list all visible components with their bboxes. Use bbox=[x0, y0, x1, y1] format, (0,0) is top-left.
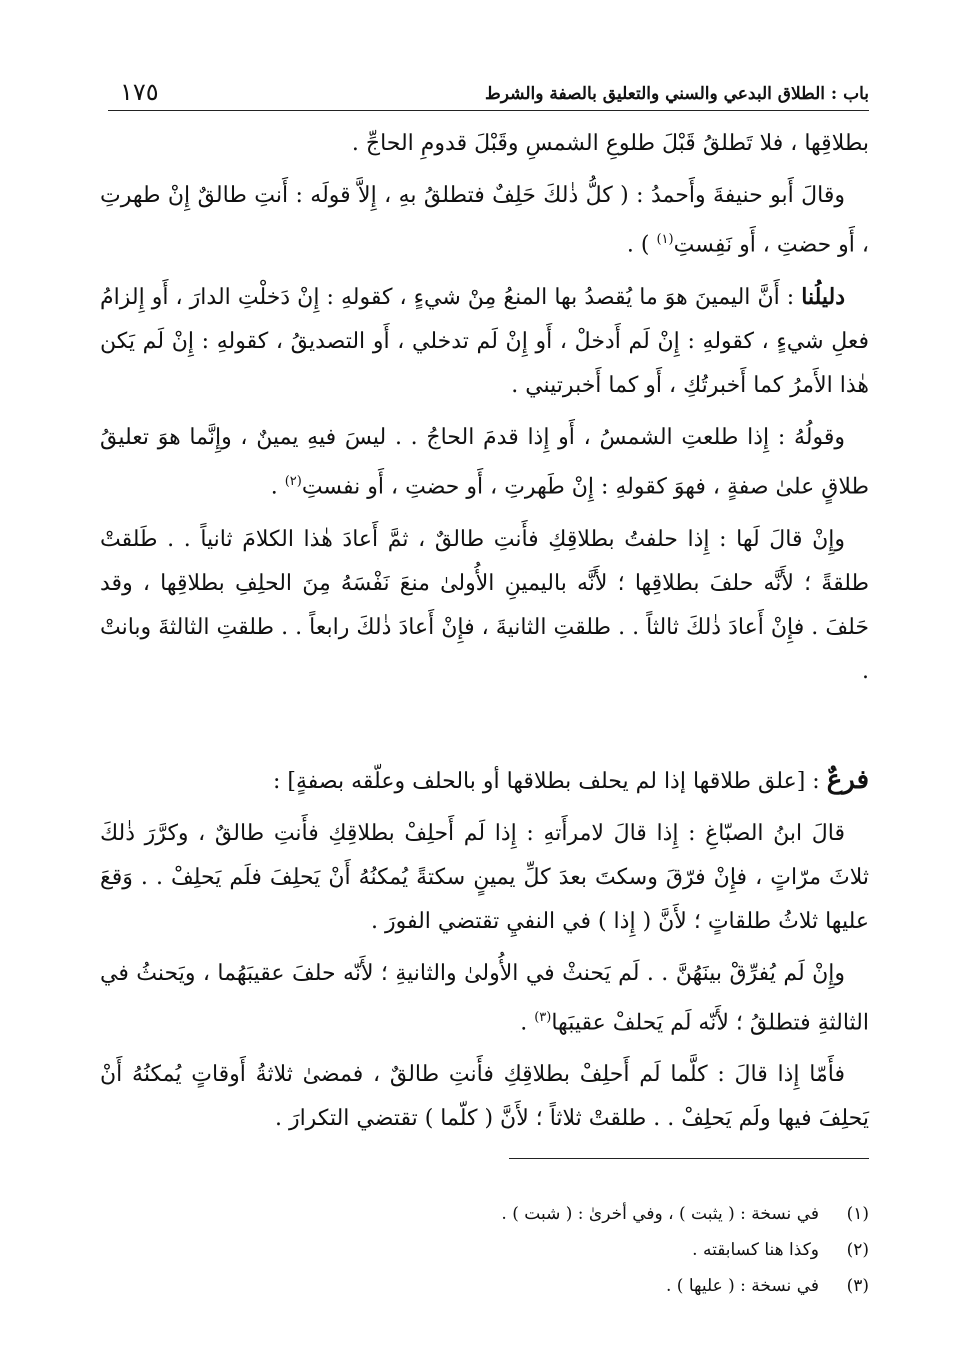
paragraph-1: بطلاقِها ، فلا تَطلقُ قَبْلَ طلوعِ الشمسِ وقَبْلَ قدومِ الحاجِّ . bbox=[351, 131, 869, 156]
evidence-label: دليلُنا bbox=[801, 284, 845, 311]
footnote-divider bbox=[509, 1158, 869, 1159]
running-title: باب : الطلاق البدعي والسني والتعليق بالصفة والشرط bbox=[485, 84, 869, 104]
footnote-ref-3[interactable]: (٣) bbox=[534, 1009, 552, 1025]
section-heading bbox=[100, 758, 869, 804]
footnote-ref-2[interactable]: (٢) bbox=[284, 474, 302, 490]
page-number: ١٧٥ bbox=[120, 78, 159, 106]
footnote-2: (٢) وكذا هنا كسابقته . bbox=[692, 1240, 869, 1260]
paragraph-2: وقالَ أَبو حنيفةَ وأَحمدُ : ( كلُّ ذٰلكَ حَلِفٌ فتطلقُ بهِ ، إِلاَّ قولَه : أَنتِ طالقٌ إِنْ طهرتِ ، أَو حضتِ ، أَو نَفِستِ$^{(١)}$ ) . bbox=[100, 183, 869, 258]
footnote-3: (٣) في نسخة : ( عليها ) . bbox=[665, 1276, 869, 1296]
main-text bbox=[100, 122, 869, 1149]
paragraph-4: وقولُهُ : إِذا طلعتِ الشمسُ ، أَو إِذا قدمَ الحاجُ . . ليسَ فيهِ يمينٌ ، وإِنَّما هوَ تعليقُ طلاقٍ علىٰ صفةٍ ، فهوَ كقولهِ : إِنْ طَهرتِ ، أَو حضتِ ، أَو نفستِ$^{(٢)}$ . bbox=[100, 425, 869, 500]
footnote-1: (١) في نسخة : ( يثبت ) ، وفي أخرىٰ : ( شبت ) . bbox=[501, 1204, 869, 1224]
far-label: فرعٌ bbox=[826, 764, 869, 795]
page-header bbox=[108, 70, 869, 111]
footnotes bbox=[100, 1196, 869, 1304]
paragraph-3: دليلُنا : أَنَّ اليمينَ هوَ ما يُقصدُ بها المنعُ مِنْ شيءٍ ، كقولهِ : إِنْ دَخلْتِ الدارَ ، أَو إِلزامُ فعلِ شيءٍ ، كقولهِ : إِنْ لَم أَدخلْ ، أَو إِنْ لَم تدخلي ، أَو التصديقُ ، كقولهِ : إِنْ لَم يَكن هٰذا الأَمرُ كما أَخبرتُكِ ، أَو كما أَخبرتيني . bbox=[100, 284, 869, 399]
paragraph-7: وإِنْ لَم يُفرِّقْ بينَهُنَّ . . لَم يَحنثْ في الأُولىٰ والثانيةِ ؛ لأَنّه حلفَ عقيبَهُما ، ويَحنثُ في الثالثةِ فتطلقُ ؛ لأَنّه لَم يَحلفْ عقيبَها$^{(٣)}$ . bbox=[100, 960, 869, 1035]
section-spacer bbox=[100, 702, 869, 758]
far-title: : [علق طلاقها إذا لم يحلف بطلاقها أو بالحلف وعلّقه بصفةٍ] : bbox=[273, 768, 827, 794]
paragraph-6: قالَ ابنُ الصبّاغِ : إِذا قالَ لامرأَتهِ : إِذا لَم أَحلِفْ بطلاقِكِ فأَنتِ طالقٌ ، وكرَّرَ ذٰلكَ ثلاثَ مرّاتٍ ، فإِنْ فرّقَ وسكتَ بعدَ كلِّ يمينٍ سكتةً يُمكنُهُ أَنْ يَحلِفَ فلَم يَحلِفْ . . وَقعَ عليها ثلاثُ طلقاتٍ ؛ لأَنَّ ( إِذا ) في النفيِ تقتضي الفورَ . bbox=[100, 820, 869, 934]
footnote-ref-1[interactable]: (١) bbox=[656, 232, 674, 247]
paragraph-5: وإِنْ قالَ لَها : إِذا حلفتُ بطلاقِكِ فأَنتِ طالقٌ ، ثمَّ أَعادَ هٰذا الكلامَ ثانياً . . طَلقتْ طلقةً ؛ لأَنَّه حلفَ بطلاقِها ؛ لأَنَّه باليمينِ الأُولىٰ منعَ نَفْسَهُ مِنَ الحلِفِ بطلاقِها ، وقد حَلفَ . فإِنْ أَعادَ ذٰلكَ ثالثاً . . طلقتِ الثانيةَ ، فإِنْ أَعادَ ذٰلكَ رابعاً . . طلقتِ الثالثةَ وبانتْ . bbox=[100, 526, 869, 684]
paragraph-8: فأَمّا إِذا قالَ : كلَّما لَم أَحلِفْ بطلاقِكِ فأَنتِ طالقٌ ، فمضىٰ ثلاثةُ أَوقاتٍ يُمكنُهُ أَنْ يَحلِفَ فيها ولَم يَحلِفْ . . طلقتْ ثلاثاً ؛ لأَنَّ ( كلّما ) تقتضي التكرارَ . bbox=[100, 1061, 869, 1131]
